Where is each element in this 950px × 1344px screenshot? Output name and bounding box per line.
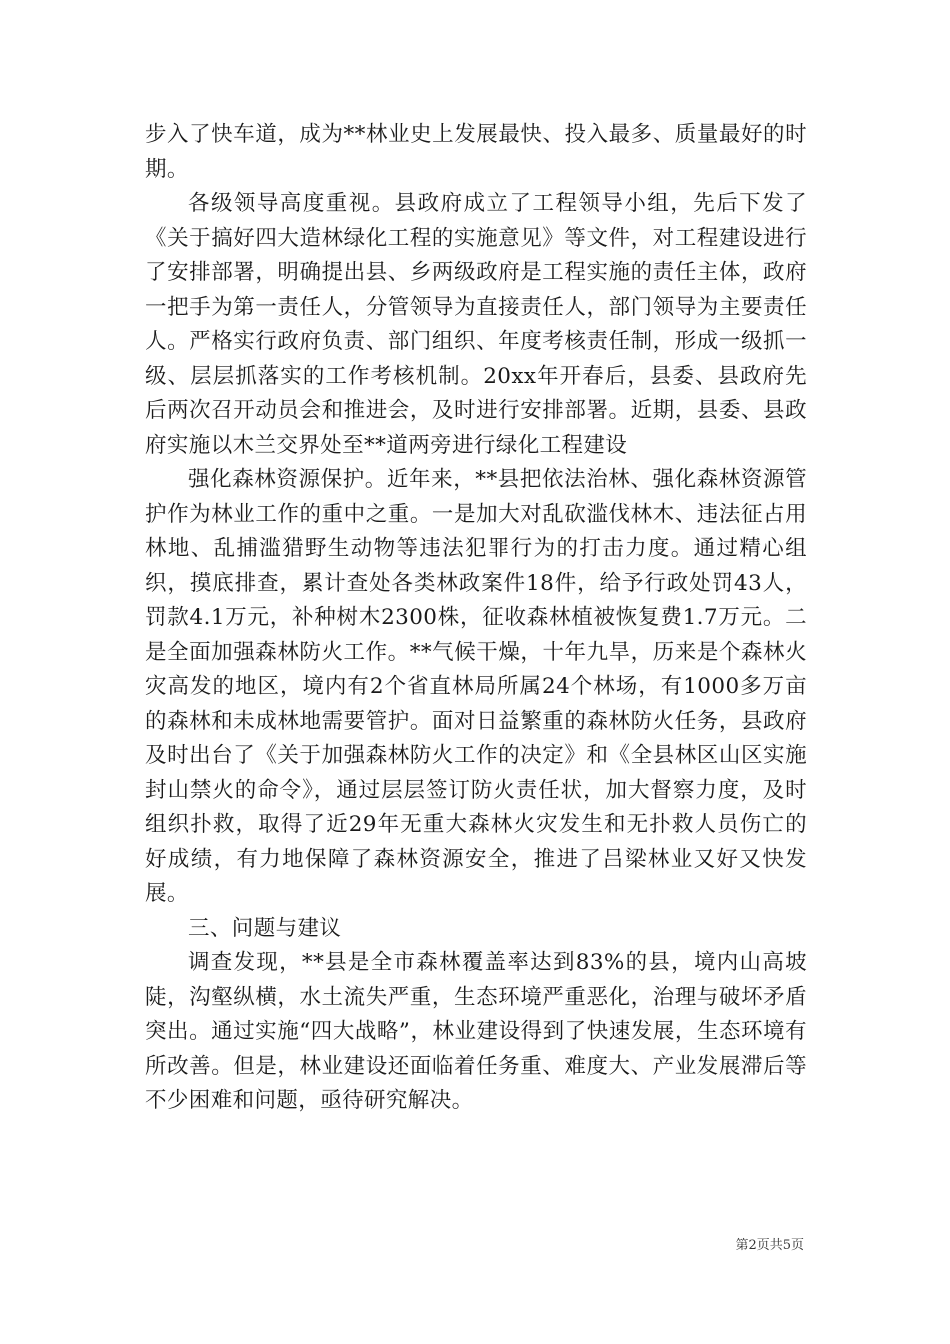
paragraph-3: 强化森林资源保护。近年来，**县把依法治林、强化森林资源管护作为林业工作的重中之重。一是加大对乱砍滥伐林木、违法征占用林地、乱捕滥猎野生动物等违法犯罪行为的打击力度。通过精心组织，摸底排查，累计查处各类林政案件18件，给予行政处罚43人，罚款4.1万元，补种树木2300株，征收森林植被恢复费1.7万元。二是全面加强森林防火工作。**气候干燥，十年九旱，历来是个森林火灾高发的地区，境内有2个省直林局所属24个林场，有1000多万亩的森林和未成林地需要管护。面对日益繁重的森林防火任务，县政府及时出台了《关于加强森林防火工作的决定》和《全县林区山区实施封山禁火的命令》，通过层层签订防火责任状，加大督察力度，及时组织扑救，取得了近29年无重大森林火灾发生和无扑救人员伤亡的好成绩，有力地保障了森林资源安全，推进了吕梁林业又好又快发展。 (145, 467, 807, 906)
paragraph-2: 各级领导高度重视。县政府成立了工程领导小组，先后下发了《关于搞好四大造林绿化工程的实施意见》等文件，对工程建设进行了安排部署，明确提出县、乡两级政府是工程实施的责任主体，政府一把手为第一责任人，分管领导为直接责任人，部门领导为主要责任人。严格实行政府负责、部门组织、年度考核责任制，形成一级抓一级、层层抓落实的工作考核机制。20xx年开春后，县委、县政府先后两次召开动员会和推进会，及时进行安排部署。近期，县委、县政府实施以木兰交界处至**道两旁进行绿化工程建设 (145, 191, 807, 458)
section-heading: 三、问题与建议 (188, 915, 342, 941)
page-number: 第2页共5页 (735, 1238, 804, 1253)
paragraph-5: 调查发现，**县是全市森林覆盖率达到83%的县，境内山高坡陡，沟壑纵横，水土流失严重，生态环境严重恶化，治理与破坏矛盾突出。通过实施“四大战略”，林业建设得到了快速发展，生态环境有所改善。但是，林业建设还面临着任务重、难度大、产业发展滞后等不少困难和问题，亟待研究解决。 (145, 950, 807, 1113)
document-body (145, 118, 807, 1119)
paragraph-1: 步入了快车道，成为**林业史上发展最快、投入最多、质量最好的时期。 (145, 122, 807, 182)
